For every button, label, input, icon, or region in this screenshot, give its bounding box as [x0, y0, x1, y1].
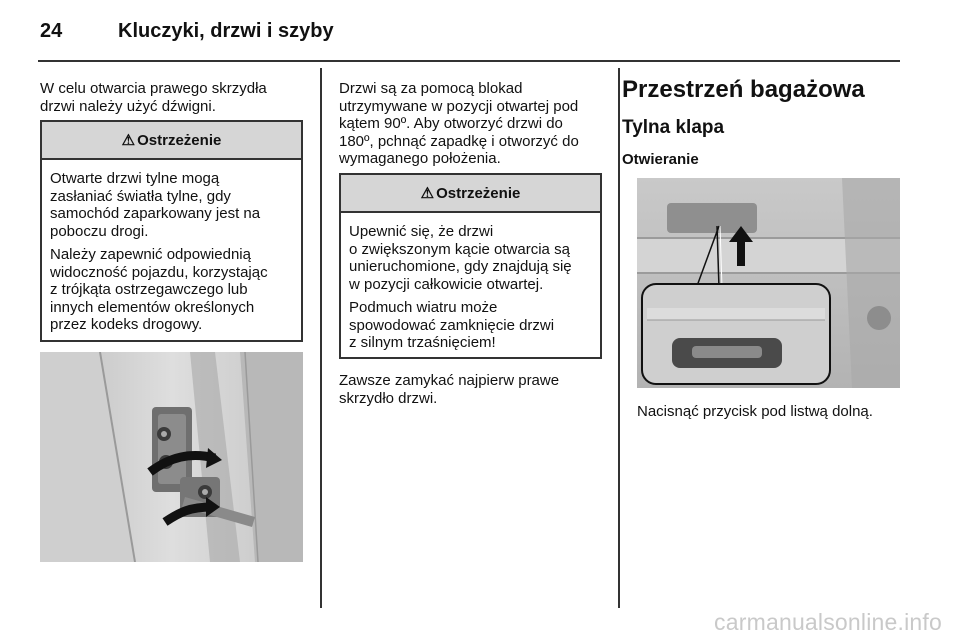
warning-body	[42, 160, 301, 334]
warning-paragraph: Należy zapewnić odpowiednią widoczność pojazdu, korzystając z trójkąta ostrzegawczego lub innych elementów określonych przez kodeks drogowy.	[50, 246, 268, 333]
warning-title: Ostrzeżenie	[137, 131, 222, 149]
chapter-title: Kluczyki, drzwi i szyby	[118, 20, 334, 42]
sub-subsection-heading: Otwieranie	[622, 151, 699, 168]
warning-body	[341, 213, 600, 352]
door-hinge-illustration	[40, 352, 303, 562]
warning-title: Ostrzeżenie	[436, 184, 521, 202]
col2-intro: Drzwi są za pomocą blokad utrzymywane w pozycji otwartej pod kątem 90º. Aby otworzyć drzwi do 180º, pchnąć zapadkę i otworzyć do wymaganego położenia.	[339, 80, 579, 167]
col3-caption: Nacisnąć przycisk pod listwą dolną.	[637, 403, 873, 420]
column-divider-2	[618, 68, 620, 608]
warning-box-2	[339, 173, 602, 359]
site-watermark: carmanualsonline.info	[714, 609, 942, 635]
warning-triangle-icon: ⚠	[121, 132, 136, 149]
warning-paragraph: Podmuch wiatru może spowodować zamknięcie drzwi z silnym trzaśnięciem!	[349, 299, 555, 351]
col2-outro: Zawsze zamykać najpierw prawe skrzydło drzwi.	[339, 372, 560, 407]
warning-paragraph: Upewnić się, że drzwi o zwiększonym kącie otwarcia są unieruchomione, gdy znajdują się w pozycji całkowicie otwartej.	[349, 223, 572, 293]
warning-header	[341, 175, 600, 213]
page-number: 24	[40, 20, 63, 42]
warning-box-1	[40, 120, 303, 342]
tailgate-illustration	[637, 178, 900, 388]
section-heading: Przestrzeń bagażowa	[622, 76, 865, 103]
header-rule	[38, 60, 900, 62]
warning-paragraph: Otwarte drzwi tylne mogą zasłaniać światła tylne, gdy samochód zaparkowany jest na poboczu drogi.	[50, 170, 261, 240]
col1-intro: W celu otwarcia prawego skrzydła drzwi należy użyć dźwigni.	[40, 80, 267, 115]
warning-header	[42, 122, 301, 160]
subsection-heading: Tylna klapa	[622, 117, 725, 138]
warning-triangle-icon: ⚠	[420, 185, 435, 202]
column-divider-1	[320, 68, 322, 608]
